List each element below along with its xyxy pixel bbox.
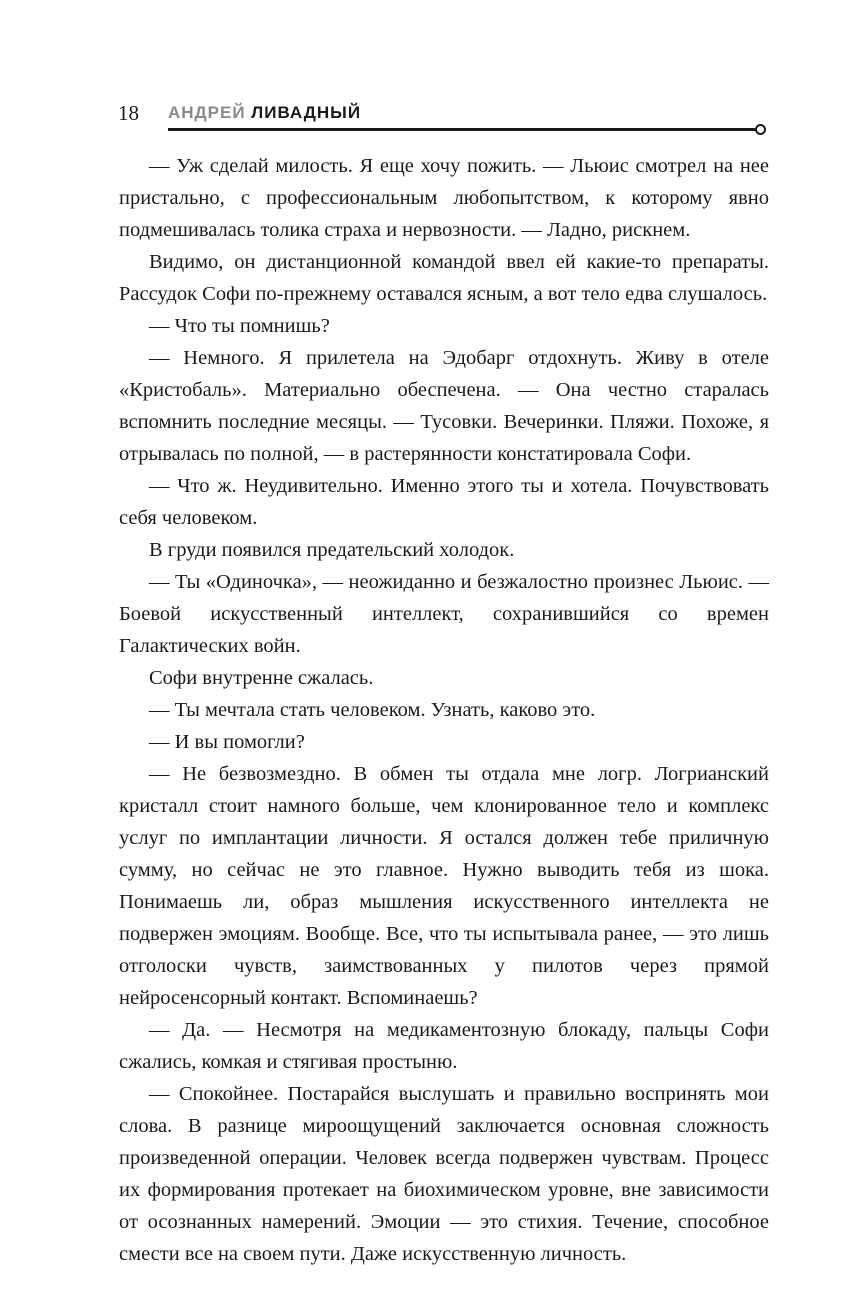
- paragraph: Видимо, он дистанционной командой ввел ей какие-то препараты. Рассудок Софи по-прежнему оставался ясным, а вот тело едва слушалось.: [119, 251, 769, 305]
- body-text: [119, 150, 769, 1270]
- page-header: [118, 100, 768, 140]
- paragraph: Софи внутренне сжалась.: [149, 667, 374, 689]
- paragraph: — Да. — Несмотря на медикаментозную блокаду, пальцы Софи сжались, комкая и стягивая простыню.: [119, 1019, 769, 1073]
- header-rule: [168, 128, 756, 131]
- running-head: [168, 102, 361, 124]
- page-number: 18: [118, 101, 139, 125]
- paragraph: — Уж сделай милость. Я еще хочу пожить. — Льюис смотрел на нее пристально, с профессиональным любопытством, к которому явно подмешивалась толика страха и нервозности. — Ладно, рискнем.: [119, 155, 769, 241]
- author-last-name: ЛИВАДНЫЙ: [251, 103, 362, 122]
- rule-end-circle: [755, 124, 766, 135]
- paragraph: — Что ж. Неудивительно. Именно этого ты и хотела. Почувствовать себя человеком.: [119, 475, 769, 529]
- paragraph: — Спокойнее. Постарайся выслушать и правильно воспринять мои слова. В разнице мироощущений заключается основная сложность произведенной операции. Человек всегда подвержен чувствам. Процесс их формирования протекает на биохимическом уровне, вне зависимости от осознанных намерений. Эмоции — это стихия. Течение, способное смести все на своем пути. Даже искусственную личность.: [119, 1083, 769, 1265]
- paragraph: — Не безвозмездно. В обмен ты отдала мне логр. Логрианский кристалл стоит намного больше, чем клонированное тело и комплекс услуг по имплантации личности. Я остался должен тебе приличную сумму, но сейчас не это главное. Нужно выводить тебя из шока. Понимаешь ли, образ мышления искусственного интеллекта не подвержен эмоциям. Вообще. Все, что ты испытывала ранее, — это лишь отголоски чувств, заимствованных у пилотов через прямой нейросенсорный контакт. Вспоминаешь?: [119, 763, 769, 1009]
- author-first-name: АНДРЕЙ: [168, 103, 246, 122]
- paragraph: В груди появился предательский холодок.: [149, 539, 515, 561]
- paragraph: — Немного. Я прилетела на Эдобарг отдохнуть. Живу в отеле «Кристобаль». Материально обеспечена. — Она честно старалась вспомнить последние месяцы. — Тусовки. Вечеринки. Пляжи. Похоже, я отрывалась по полной, — в растерянности констатировала Софи.: [119, 347, 769, 465]
- paragraph: — И вы помогли?: [149, 731, 305, 753]
- paragraph: — Ты «Одиночка», — неожиданно и безжалостно произнес Льюис. — Боевой искусственный интеллект, сохранившийся со времен Галактических войн.: [119, 571, 769, 657]
- paragraph: — Что ты помнишь?: [149, 315, 330, 337]
- paragraph: — Ты мечтала стать человеком. Узнать, каково это.: [149, 699, 596, 721]
